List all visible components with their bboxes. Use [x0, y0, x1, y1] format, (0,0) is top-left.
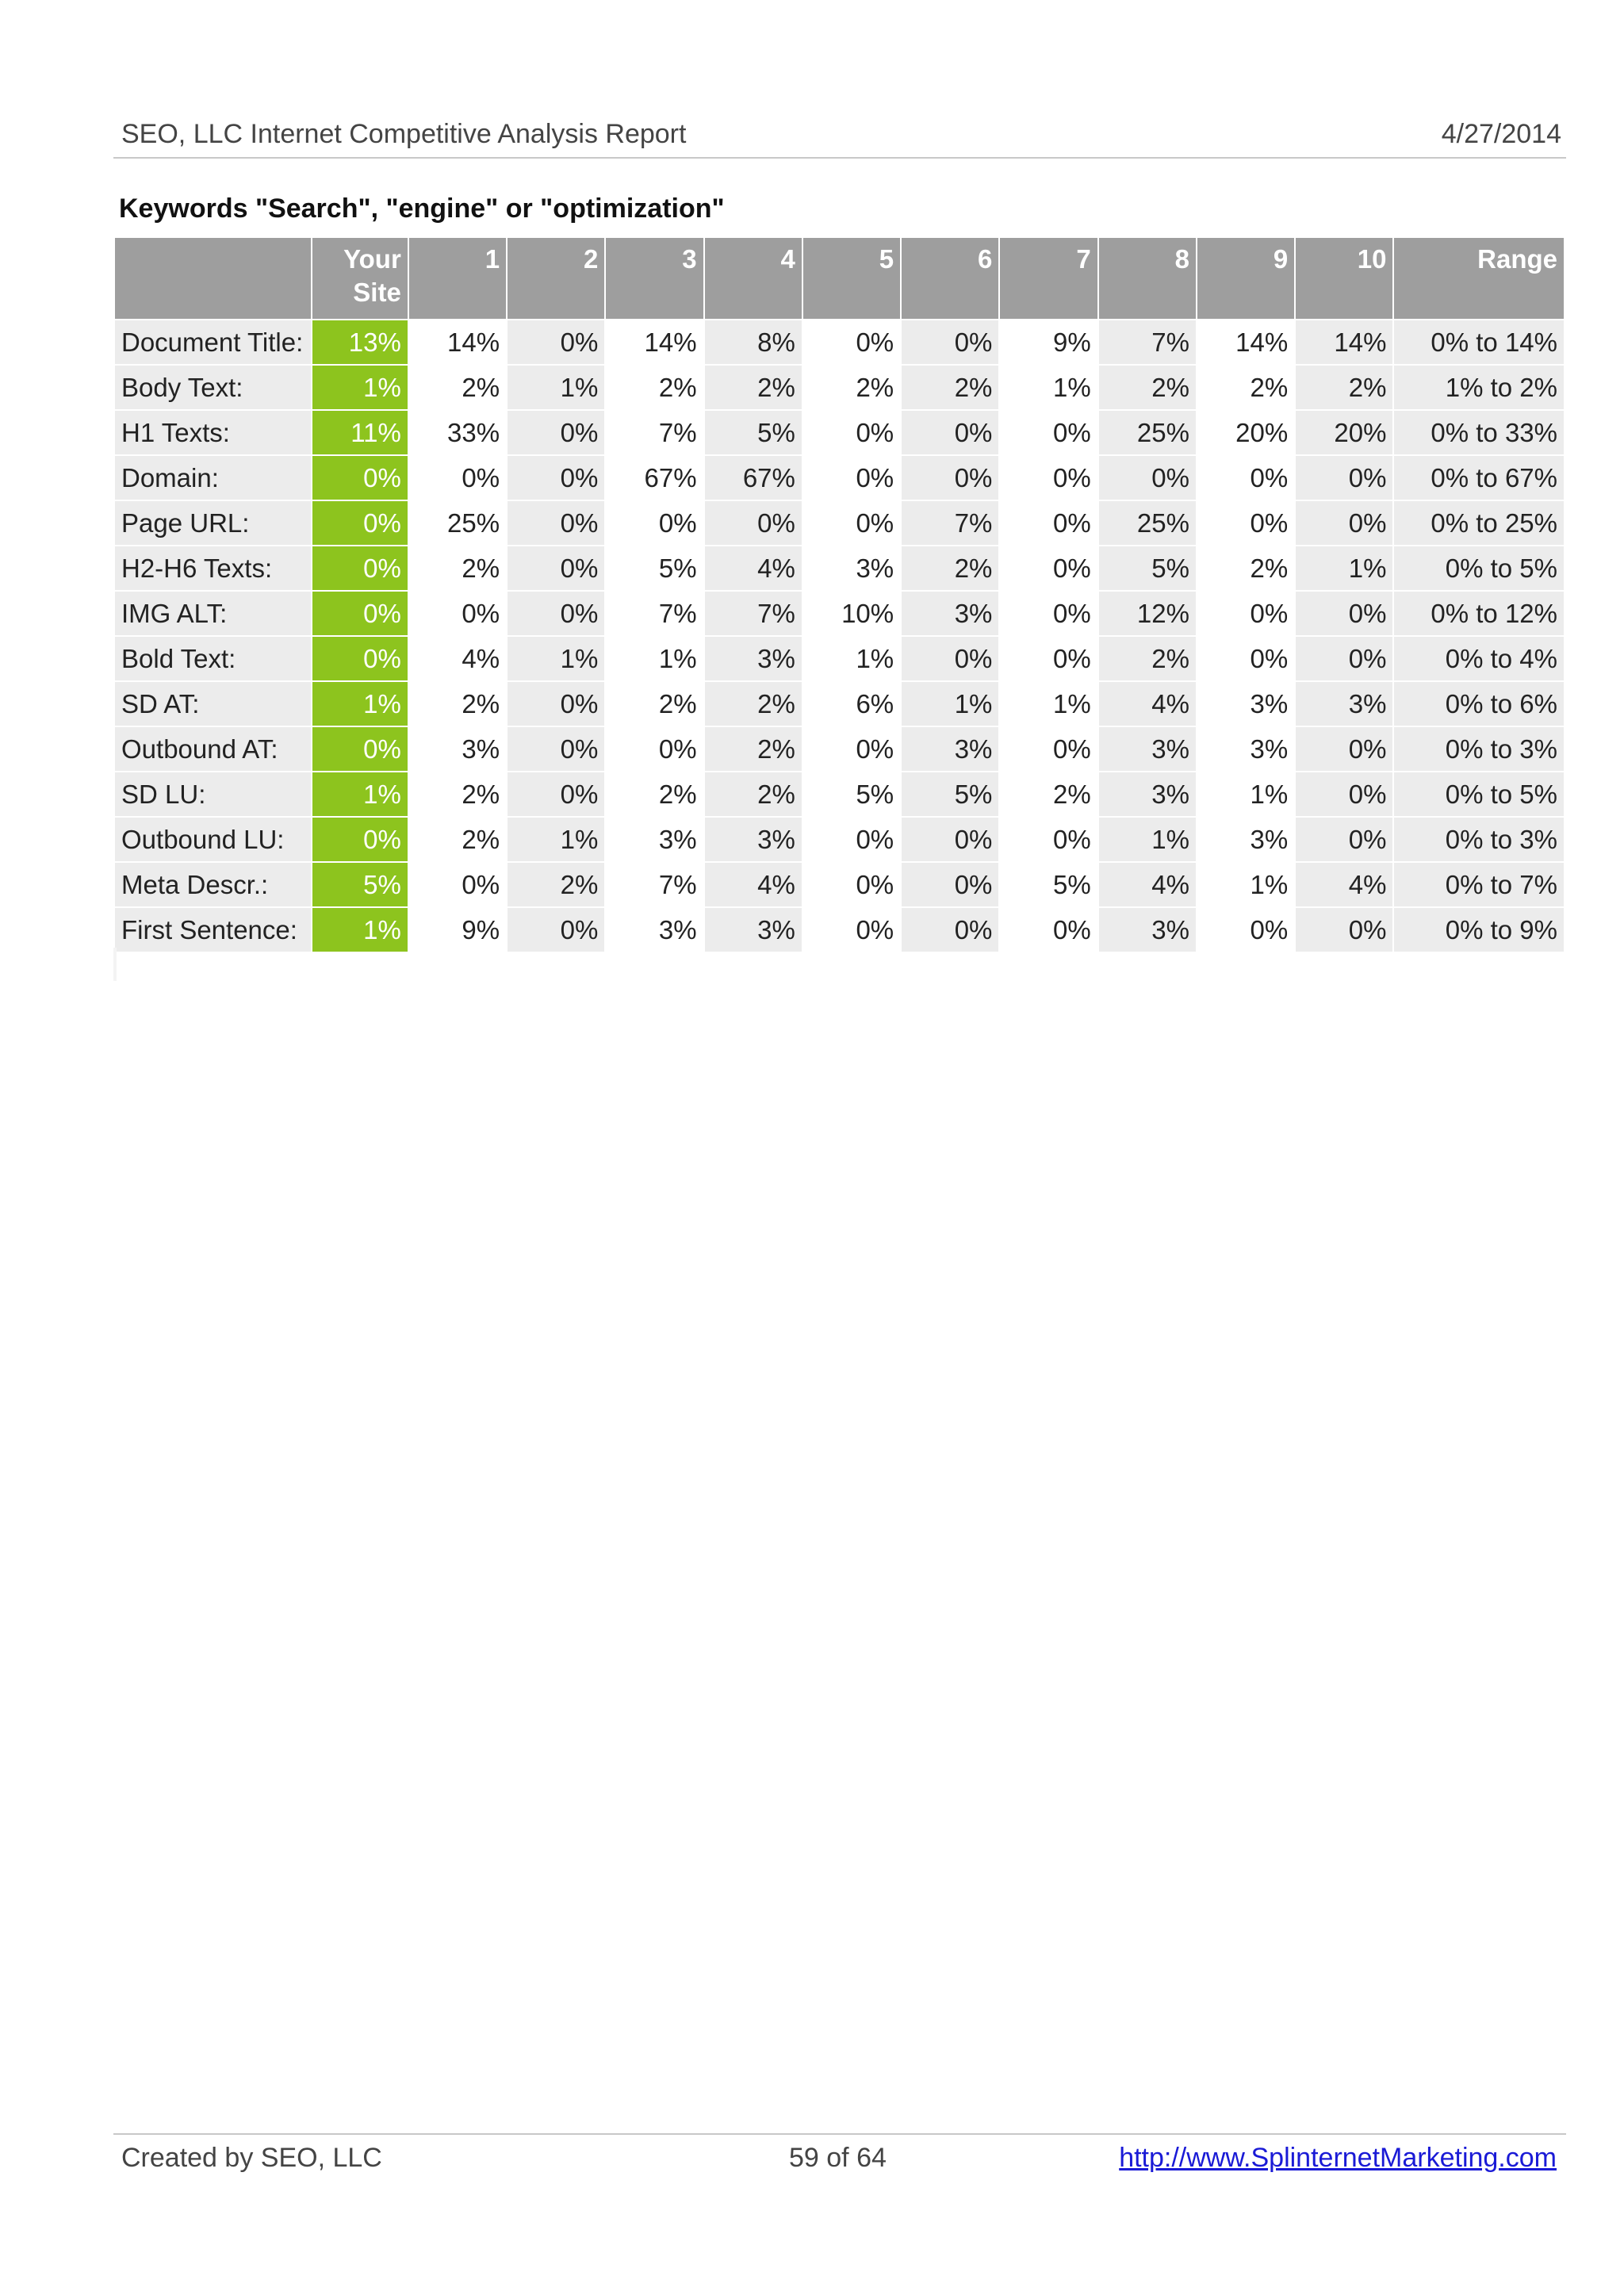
competitor-value: 0% [902, 818, 998, 861]
competitor-value: 2% [508, 863, 604, 906]
competitor-value: 4% [1099, 863, 1196, 906]
competitor-value: 9% [409, 908, 506, 952]
your-site-value: 1% [312, 366, 408, 409]
header-cell-competitor: 9 [1197, 238, 1294, 319]
competitor-value: 0% [1296, 772, 1392, 816]
competitor-value: 2% [705, 772, 802, 816]
range-value: 0% to 33% [1394, 411, 1564, 454]
competitor-value: 0% [508, 546, 604, 590]
competitor-value: 2% [1296, 366, 1392, 409]
table-row [115, 320, 1564, 364]
range-value: 0% to 3% [1394, 727, 1564, 771]
competitor-value: 33% [409, 411, 506, 454]
competitor-value: 2% [1000, 772, 1097, 816]
competitor-value: 2% [705, 682, 802, 726]
competitor-value: 0% [606, 727, 703, 771]
your-site-value: 0% [312, 501, 408, 545]
your-site-value: 13% [312, 320, 408, 364]
competitor-value: 5% [1099, 546, 1196, 590]
table-row [115, 908, 1564, 952]
competitor-value: 3% [606, 908, 703, 952]
competitor-value: 0% [1296, 592, 1392, 635]
competitor-value: 3% [803, 546, 900, 590]
competitor-value: 0% [902, 908, 998, 952]
competitor-value: 5% [1000, 863, 1097, 906]
competitor-value: 1% [803, 637, 900, 680]
table-row [115, 501, 1564, 545]
competitor-value: 1% [606, 637, 703, 680]
competitor-value: 14% [409, 320, 506, 364]
report-date: 4/27/2014 [1441, 119, 1561, 149]
table-row [115, 863, 1564, 906]
competitor-value: 0% [1296, 727, 1392, 771]
competitor-value: 4% [705, 546, 802, 590]
your-site-value: 0% [312, 546, 408, 590]
competitor-value: 67% [606, 456, 703, 500]
competitor-value: 3% [606, 818, 703, 861]
competitor-value: 0% [606, 501, 703, 545]
row-label: Bold Text: [115, 637, 311, 680]
your-site-value: 5% [312, 863, 408, 906]
competitor-value: 3% [1099, 727, 1196, 771]
header-cell-competitor: 4 [705, 238, 802, 319]
header-cell-blank [115, 238, 311, 319]
range-value: 0% to 12% [1394, 592, 1564, 635]
competitor-value: 1% [508, 366, 604, 409]
competitor-value: 0% [803, 501, 900, 545]
competitor-value: 3% [1099, 772, 1196, 816]
table-row [115, 456, 1564, 500]
competitor-value: 0% [803, 908, 900, 952]
competitor-value: 0% [508, 411, 604, 454]
competitor-value: 2% [606, 682, 703, 726]
competitor-value: 0% [508, 908, 604, 952]
range-value: 0% to 5% [1394, 772, 1564, 816]
competitor-value: 0% [409, 863, 506, 906]
table-row [115, 772, 1564, 816]
table-row [115, 592, 1564, 635]
competitor-value: 0% [803, 818, 900, 861]
your-site-value: 1% [312, 772, 408, 816]
table-header-row [115, 238, 1564, 319]
competitor-value: 0% [1000, 501, 1097, 545]
competitor-value: 0% [1296, 818, 1392, 861]
range-value: 1% to 2% [1394, 366, 1564, 409]
competitor-value: 12% [1099, 592, 1196, 635]
competitor-value: 0% [1296, 908, 1392, 952]
row-label: SD LU: [115, 772, 311, 816]
competitor-value: 2% [803, 366, 900, 409]
competitor-value: 25% [409, 501, 506, 545]
competitor-value: 2% [409, 682, 506, 726]
competitor-value: 4% [705, 863, 802, 906]
competitor-value: 0% [508, 456, 604, 500]
your-site-value: 0% [312, 818, 408, 861]
competitor-value: 2% [409, 818, 506, 861]
competitor-value: 14% [606, 320, 703, 364]
page-header [113, 116, 1566, 159]
table-row [115, 818, 1564, 861]
competitor-value: 0% [508, 320, 604, 364]
your-site-value: 1% [312, 682, 408, 726]
competitor-value: 20% [1197, 411, 1294, 454]
competitor-value: 2% [902, 546, 998, 590]
competitor-value: 3% [1197, 818, 1294, 861]
competitor-value: 0% [1000, 818, 1097, 861]
header-cell-competitor: 6 [902, 238, 998, 319]
competitor-value: 8% [705, 320, 802, 364]
row-label: Outbound AT: [115, 727, 311, 771]
your-site-value: 0% [312, 637, 408, 680]
competitor-value: 9% [1000, 320, 1097, 364]
competitor-value: 0% [1296, 501, 1392, 545]
footer-page-number: 59 of 64 [789, 2143, 887, 2173]
competitor-value: 0% [902, 863, 998, 906]
competitor-value: 2% [1197, 366, 1294, 409]
competitor-value: 0% [1000, 456, 1097, 500]
competitor-value: 3% [705, 908, 802, 952]
competitor-value: 0% [1000, 637, 1097, 680]
competitor-value: 0% [409, 592, 506, 635]
row-label: Outbound LU: [115, 818, 311, 861]
competitor-value: 7% [606, 411, 703, 454]
range-value: 0% to 3% [1394, 818, 1564, 861]
competitor-value: 67% [705, 456, 802, 500]
competitor-value: 0% [1000, 592, 1097, 635]
competitor-value: 1% [1000, 366, 1097, 409]
competitor-value: 5% [705, 411, 802, 454]
row-label: Domain: [115, 456, 311, 500]
competitor-value: 2% [1197, 546, 1294, 590]
competitor-value: 2% [1099, 637, 1196, 680]
range-value: 0% to 14% [1394, 320, 1564, 364]
competitor-value: 0% [1000, 546, 1097, 590]
competitor-value: 7% [705, 592, 802, 635]
competitor-value: 2% [705, 727, 802, 771]
row-label: Page URL: [115, 501, 311, 545]
competitor-value: 25% [1099, 501, 1196, 545]
competitor-value: 7% [902, 501, 998, 545]
competitor-value: 14% [1296, 320, 1392, 364]
header-cell-competitor: 5 [803, 238, 900, 319]
range-value: 0% to 5% [1394, 546, 1564, 590]
your-site-value: 11% [312, 411, 408, 454]
competitor-value: 0% [1197, 456, 1294, 500]
competitor-value: 0% [1197, 908, 1294, 952]
competitor-value: 0% [902, 456, 998, 500]
competitor-value: 3% [705, 818, 802, 861]
row-label: Meta Descr.: [115, 863, 311, 906]
competitor-value: 3% [902, 592, 998, 635]
competitor-value: 7% [1099, 320, 1196, 364]
keyword-table [113, 236, 1565, 953]
competitor-value: 2% [606, 772, 703, 816]
competitor-value: 0% [1296, 637, 1392, 680]
competitor-value: 7% [606, 863, 703, 906]
report-title: SEO, LLC Internet Competitive Analysis Report [121, 119, 687, 149]
competitor-value: 3% [1296, 682, 1392, 726]
competitor-value: 0% [803, 320, 900, 364]
competitor-value: 3% [705, 637, 802, 680]
competitor-value: 1% [508, 637, 604, 680]
competitor-value: 14% [1197, 320, 1294, 364]
competitor-value: 2% [409, 366, 506, 409]
table-row [115, 727, 1564, 771]
your-site-value: 1% [312, 908, 408, 952]
row-label: Document Title: [115, 320, 311, 364]
competitor-value: 4% [409, 637, 506, 680]
competitor-value: 2% [902, 366, 998, 409]
competitor-value: 1% [1000, 682, 1097, 726]
competitor-value: 20% [1296, 411, 1392, 454]
footer-created-by: Created by SEO, LLC [121, 2143, 382, 2173]
header-cell-range: Range [1394, 238, 1564, 319]
competitor-value: 0% [508, 682, 604, 726]
table-body [115, 320, 1564, 952]
your-site-value: 0% [312, 456, 408, 500]
competitor-value: 0% [803, 411, 900, 454]
competitor-value: 0% [508, 772, 604, 816]
table-row [115, 366, 1564, 409]
competitor-value: 3% [1197, 727, 1294, 771]
competitor-value: 0% [409, 456, 506, 500]
competitor-value: 0% [1197, 637, 1294, 680]
competitor-value: 0% [508, 501, 604, 545]
table-row [115, 546, 1564, 590]
competitor-value: 1% [1296, 546, 1392, 590]
competitor-value: 0% [508, 727, 604, 771]
competitor-value: 25% [1099, 411, 1196, 454]
competitor-value: 1% [508, 818, 604, 861]
competitor-value: 0% [1000, 727, 1097, 771]
row-label: IMG ALT: [115, 592, 311, 635]
range-value: 0% to 67% [1394, 456, 1564, 500]
competitor-value: 4% [1099, 682, 1196, 726]
range-value: 0% to 7% [1394, 863, 1564, 906]
row-label: Body Text: [115, 366, 311, 409]
competitor-value: 2% [1099, 366, 1196, 409]
range-value: 0% to 6% [1394, 682, 1564, 726]
competitor-value: 3% [1099, 908, 1196, 952]
competitor-value: 7% [606, 592, 703, 635]
row-label: H2-H6 Texts: [115, 546, 311, 590]
competitor-value: 1% [1099, 818, 1196, 861]
competitor-value: 0% [803, 456, 900, 500]
competitor-value: 5% [606, 546, 703, 590]
competitor-value: 0% [1197, 592, 1294, 635]
range-value: 0% to 9% [1394, 908, 1564, 952]
competitor-value: 0% [508, 592, 604, 635]
competitor-value: 3% [902, 727, 998, 771]
table-row [115, 411, 1564, 454]
row-label: H1 Texts: [115, 411, 311, 454]
range-value: 0% to 4% [1394, 637, 1564, 680]
competitor-value: 2% [409, 546, 506, 590]
header-cell-competitor: 1 [409, 238, 506, 319]
competitor-value: 0% [705, 501, 802, 545]
your-site-value: 0% [312, 592, 408, 635]
header-cell-competitor: 3 [606, 238, 703, 319]
section-title: Keywords "Search", "engine" or "optimization" [119, 193, 725, 224]
table-edge [113, 948, 117, 981]
competitor-value: 10% [803, 592, 900, 635]
competitor-value: 1% [902, 682, 998, 726]
competitor-value: 2% [409, 772, 506, 816]
table-row [115, 637, 1564, 680]
competitor-value: 3% [409, 727, 506, 771]
header-cell-your-site: Your Site [312, 238, 408, 319]
row-label: SD AT: [115, 682, 311, 726]
competitor-value: 2% [606, 366, 703, 409]
competitor-value: 0% [902, 411, 998, 454]
competitor-value: 0% [902, 320, 998, 364]
header-cell-competitor: 8 [1099, 238, 1196, 319]
competitor-value: 6% [803, 682, 900, 726]
competitor-value: 5% [902, 772, 998, 816]
competitor-value: 5% [803, 772, 900, 816]
competitor-value: 0% [902, 637, 998, 680]
competitor-value: 3% [1197, 682, 1294, 726]
table-row [115, 682, 1564, 726]
competitor-value: 2% [705, 366, 802, 409]
competitor-value: 0% [1000, 411, 1097, 454]
competitor-value: 1% [1197, 863, 1294, 906]
competitor-value: 0% [803, 863, 900, 906]
page-footer [113, 2133, 1566, 2182]
row-label: First Sentence: [115, 908, 311, 952]
competitor-value: 1% [1197, 772, 1294, 816]
competitor-value: 0% [803, 727, 900, 771]
competitor-value: 0% [1197, 501, 1294, 545]
competitor-value: 0% [1099, 456, 1196, 500]
header-cell-competitor: 7 [1000, 238, 1097, 319]
footer-url-link[interactable]: http://www.SplinternetMarketing.com [1119, 2143, 1557, 2173]
your-site-value: 0% [312, 727, 408, 771]
competitor-value: 0% [1296, 456, 1392, 500]
header-cell-competitor: 10 [1296, 238, 1392, 319]
competitor-value: 0% [1000, 908, 1097, 952]
competitor-value: 4% [1296, 863, 1392, 906]
header-cell-competitor: 2 [508, 238, 604, 319]
range-value: 0% to 25% [1394, 501, 1564, 545]
